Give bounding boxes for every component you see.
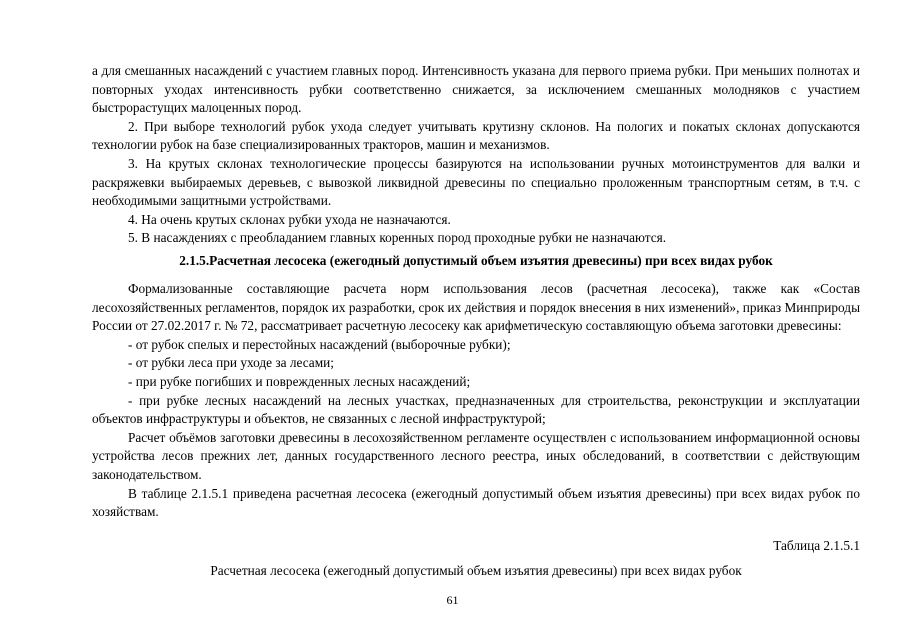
list-item: - при рубке лесных насаждений на лесных участках, предназначенных для строительства, реконструкции и эксплуатации объектов инфраструктуры и объектов, не связанных с лесной инфраструктурой;: [92, 392, 860, 427]
paragraph-intro: Формализованные составляющие расчета норм использования лесов (расчетная лесосека), также как «Состав лесохозяйственных регламентов, порядок их разработки, срок их действия и порядок внесения в них изменений», приказ Минприроды России от 27.02.2017 г. № 72, рассматривает расчетную лесосеку как арифметическую составляющую объема заготовки древесины:: [92, 281, 860, 334]
paragraph-item-4: 4. На очень крутых склонах рубки ухода не назначаются.: [128, 211, 451, 227]
paragraph-continuation: а для смешанных насаждений с участием главных пород. Интенсивность указана для первого приема рубки. При меньших полнотах и повторных уходах интенсивность рубки соответственно снижается, за исключением смешанных молодняков с участием быстрорастущих малоценных пород.: [92, 63, 860, 116]
page-number: 61: [446, 593, 459, 607]
body-text-block: [92, 280, 860, 522]
list-item: - при рубке погибших и поврежденных лесных насаждений;: [128, 373, 471, 389]
list-item: - от рубок спелых и перестойных насаждений (выборочные рубки);: [128, 336, 511, 352]
table-label: Таблица 2.1.5.1: [773, 538, 860, 553]
paragraph-item-5: 5. В насаждениях с преобладанием главных коренных пород проходные рубки не назначаются.: [128, 230, 667, 246]
list-item: - от рубки леса при уходе за лесами;: [128, 355, 334, 371]
paragraph-table-reference: В таблице 2.1.5.1 приведена расчетная лесосека (ежегодный допустимый объем изъятия древесины) при всех видах рубок по хозяйствам.: [92, 485, 860, 520]
top-text-block: [92, 62, 860, 248]
table-title: Расчетная лесосека (ежегодный допустимый объем изъятия древесины) при всех видах рубок: [210, 563, 742, 578]
section-heading: 2.1.5.Расчетная лесосека (ежегодный допустимый объем изъятия древесины) при всех видах рубок: [179, 253, 773, 268]
paragraph-calculation: Расчет объёмов заготовки древесины в лесохозяйственном регламенте осуществлен с использованием информационной основы устройства лесов прежних лет, данных государственного лесного реестра, иных обследований, в соответствии с действующим законодательством.: [92, 429, 860, 482]
paragraph-item-3: 3. На крутых склонах технологические процессы базируются на использовании ручных мотоинструментов для валки и раскряжевки выбираемых деревьев, с вывозкой ликвидной древесины по специально проложенным транспортным сетям, в т.ч. с необходимыми защитными устройствами.: [92, 155, 860, 209]
paragraph-item-2: 2. При выборе технологий рубок ухода следует учитывать крутизну склонов. На пологих и покатых склонах допускаются технологии рубок на базе специализированных тракторов, машин и механизмов.: [92, 118, 860, 153]
